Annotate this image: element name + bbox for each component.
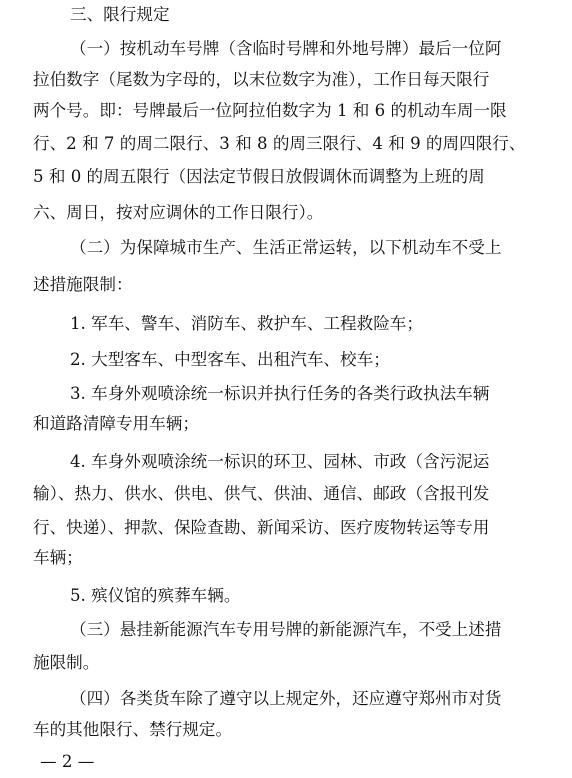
paragraph-line: 车的其他限行、禁行规定。 xyxy=(33,720,233,739)
paragraph-line: （三）悬挂新能源汽车专用号牌的新能源汽车，不受上述措 xyxy=(70,620,502,639)
list-item: 4. 车身外观喷涂统一标识的环卫、园林、市政（含污泥运 xyxy=(70,452,490,471)
paragraph-line: 行、2 和 7 的周二限行、3 和 8 的周三限行、4 和 9 的周四限行、 xyxy=(33,134,526,153)
paragraph-line: 输）、热力、供水、供电、供气、供油、通信、邮政（含报刊发 xyxy=(33,484,490,503)
paragraph-line: （二）为保障城市生产、生活正常运转，以下机动车不受上 xyxy=(70,238,502,257)
list-item: 2. 大型客车、中型客车、出租汽车、校车； xyxy=(70,350,390,369)
paragraph-line: 车辆； xyxy=(33,548,83,567)
paragraph-line: （四）各类货车除了遵守以上规定外，还应遵守郑州市对货 xyxy=(70,689,502,708)
paragraph-line: 拉伯数字（尾数为字母的，以末位数字为准），工作日每天限行 xyxy=(33,70,490,89)
paragraph-line: （一）按机动车号牌（含临时号牌和外地号牌）最后一位阿 xyxy=(70,39,502,58)
paragraph-line: 行、快递）、押款、保险查勘、新闻采访、医疗废物转运等专用 xyxy=(33,518,490,537)
page-number: — 2 — xyxy=(40,752,95,771)
paragraph-line: 六、周日，按对应调休的工作日限行）。 xyxy=(33,203,324,222)
paragraph-line: 和道路清障专用车辆； xyxy=(33,414,199,433)
list-item: 1. 军车、警车、消防车、救护车、工程救险车； xyxy=(70,314,423,333)
list-item: 5. 殡仪馆的殡葬车辆。 xyxy=(70,586,241,605)
list-item: 3. 车身外观喷涂统一标识并执行任务的各类行政执法车辆 xyxy=(70,384,490,403)
section-heading: 三、限行规定 xyxy=(70,5,170,24)
paragraph-line: 5 和 0 的周五限行（因法定节假日放假调休而调整为上班的周 xyxy=(33,167,485,186)
paragraph-line: 施限制。 xyxy=(33,653,100,672)
paragraph-line: 述措施限制： xyxy=(33,275,133,294)
paragraph-line: 两个号。即：号牌最后一位阿拉伯数字为 1 和 6 的机动车周一限 xyxy=(33,101,507,120)
